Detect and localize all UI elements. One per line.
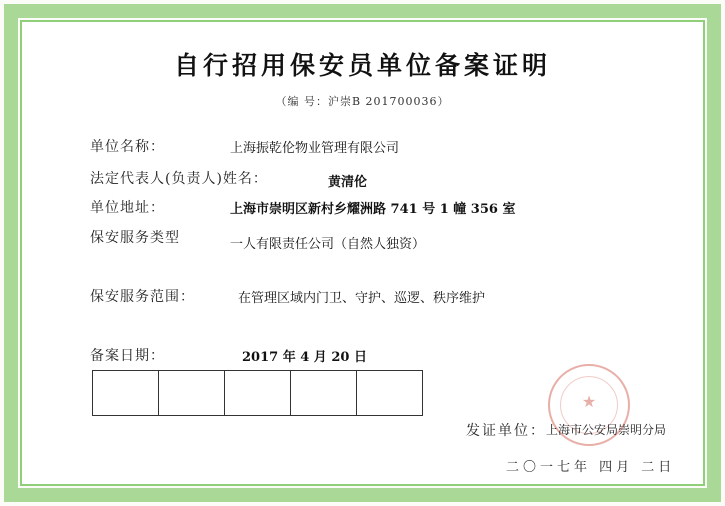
field-value: 黄清伦	[328, 175, 368, 190]
document-title: 自行招用保安员单位备案证明	[173, 51, 551, 80]
field-value: 在管理区域内门卫、守护、巡逻、秩序维护	[238, 291, 486, 306]
field-value: 上海市崇明区新村乡耀洲路 741 号 1 幢 356 室	[230, 202, 516, 217]
issuer-label: 发证单位：	[466, 423, 546, 439]
blank-box	[357, 371, 422, 415]
field-label: 单位地址：	[90, 200, 165, 216]
field-label: 保安服务类型	[90, 230, 180, 246]
blank-box	[93, 371, 159, 415]
seal-star-icon: ★	[581, 392, 597, 411]
issue-date: 二〇一七年 四月 二日	[506, 460, 676, 475]
field-value: 2017 年 4 月 20 日	[242, 350, 367, 365]
blank-boxes	[92, 370, 423, 416]
blank-box	[291, 371, 357, 415]
issuer-value: 上海市公安局崇明分局	[546, 423, 667, 437]
blank-box	[225, 371, 291, 415]
blank-box	[159, 371, 225, 415]
field-value: 一人有限责任公司（自然人独资）	[230, 237, 426, 252]
field-label: 保安服务范围：	[90, 289, 195, 305]
field-label: 单位名称：	[90, 139, 165, 155]
field-label: 法定代表人(负责人)姓名：	[90, 171, 268, 187]
field-value: 上海振乾伦物业管理有限公司	[230, 141, 400, 156]
serial-number: （编 号：沪崇B 201700036）	[275, 95, 450, 108]
field-label: 备案日期：	[90, 348, 165, 364]
